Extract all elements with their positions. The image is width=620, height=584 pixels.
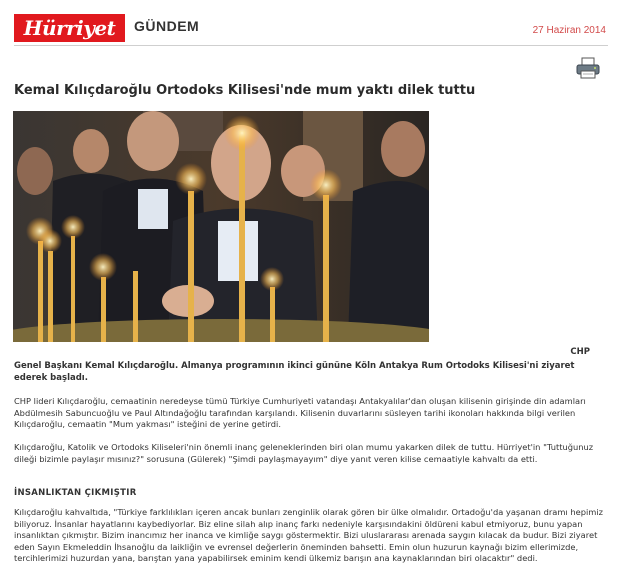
article-paragraph: Kılıçdaroğlu, Katolik ve Ortodoks Kiliseleri'nin önemli inanç geleneklerinden biri olan mumu yakarken dilek de tuttu. Hürriyet'in "Tuttuğunuz dileği bizimle paylaşır mısınız?" sorusuna (Gülerek) "Şimdi paylaşmayayım" diye yanıt veren kilise cemaatiyle kahvaltı da etti. (14, 442, 594, 464)
article-subheading: İNSANLIKTAN ÇIKMIŞTIR (14, 488, 137, 498)
printer-icon[interactable] (576, 57, 600, 79)
publish-date: 27 Haziran 2014 (532, 25, 606, 36)
header-divider (14, 45, 608, 46)
logo-text: Hürriyet (23, 16, 116, 40)
section-title[interactable]: GÜNDEM (134, 18, 200, 34)
article-paragraph: CHP lideri Kılıçdaroğlu, cemaatinin neredeyse tümü Türkiye Cumhuriyeti vatandaşı Antakyalılar'dan oluşan kilisenin girişinde din adamları Abdülmesih Sabuncuoğlu ve Paul Altındağoğlu tarafından karşılandı. Kilisenin duvarlarını süsleyen tarihi ikonoları hakkında bilgi verilen Kılıçdaroğlu, cemaatin "Mum yakması" isteğini de yerine getirdi. (14, 396, 586, 429)
article-photo (13, 111, 429, 342)
photo-caption: Genel Başkanı Kemal Kılıçdaroğlu. Almanya programının ikinci gününe Köln Antakya Rum Ortodoks Kilisesi'ni ziyaret ederek başladı. (14, 361, 575, 383)
caption-lead: CHP (570, 347, 590, 357)
article-title: Kemal Kılıçdaroğlu Ortodoks Kilisesi'nde mum yaktı dilek tuttu (14, 83, 476, 98)
hurriyet-logo[interactable] (14, 14, 125, 42)
article-body: Kılıçdaroğlu kahvaltıda, "Türkiye farklılıkları içeren ancak bunları zenginlik olarak gören bir ülke olmalıdır. Ortadoğu'da yaşanan dramı hepimiz biliyoruz. İnsanlar hayatlarını kaybediyorlar. Biz eline silah alıp inanç farkı nedeniyle karşısındakini öldüreni kabul etmiyoruz, bunu yapan insanlıktan çıkmıştır. Bizim inancımız her inanca ve kimliğe saygı göstermektir. Bizi uluslararası arenada saygın kılacak da budur. Bizi ziyaret eden Sayın Ekmeleddin İhsanoğlu da laikliğin ve evrensel değerlerin öneminden bahsetti. Emin olun huzurun kaynağı bizim ellerimizde, tercihlerimizi huzurdan yana, barıştan yana yapabilirsek eminim kendi ülkemiz barışın ana kaynaklarından biri olacaktır" dedi. (14, 507, 604, 563)
